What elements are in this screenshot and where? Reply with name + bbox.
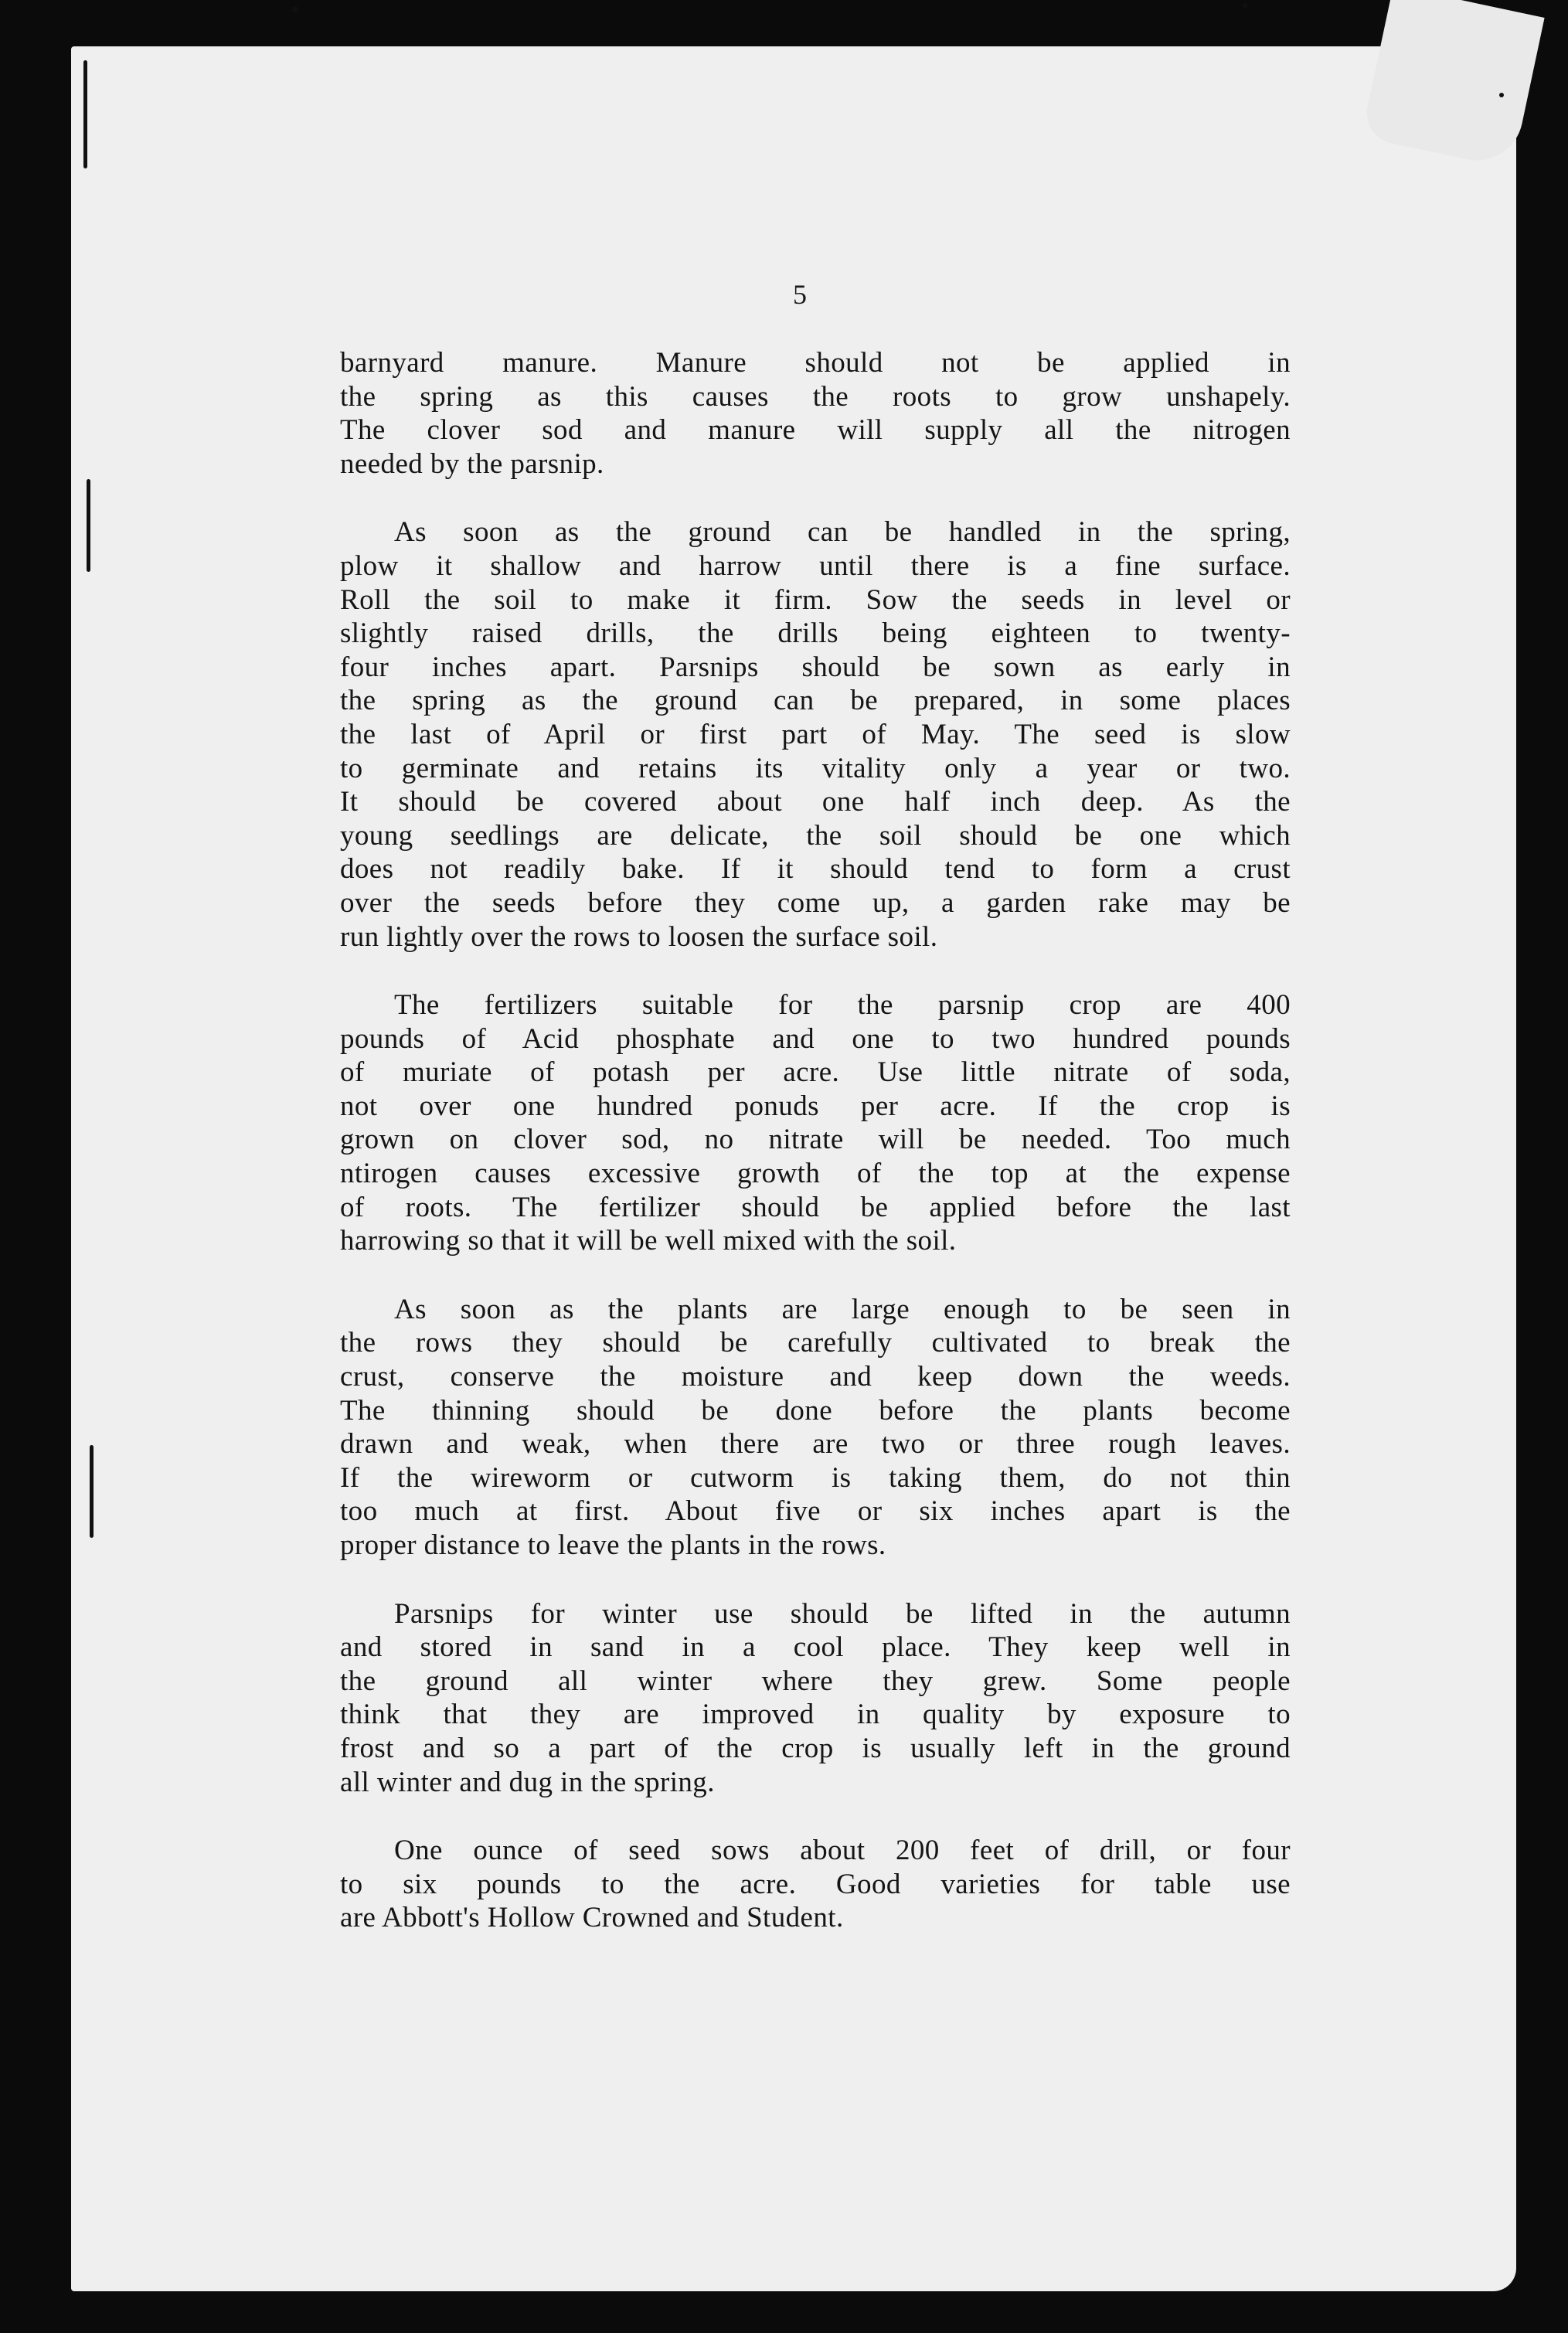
text-line: crust, conserve the moisture and keep down the weeds.: [340, 1361, 1291, 1393]
text-line: One ounce of seed sows about 200 feet of drill, or four: [394, 1835, 1291, 1867]
scan-speck: [292, 6, 298, 12]
text-line: Parsnips for winter use should be lifted in the autumn: [394, 1597, 1291, 1630]
text-line: not over one hundred ponuds per acre. If the crop is: [340, 1090, 1291, 1122]
text-line: needed by the parsnip.: [340, 447, 604, 480]
text-line: the spring as this causes the roots to grow unshapely.: [340, 380, 1291, 413]
text-line: Roll the soil to make it firm. Sow the seeds in level or: [340, 583, 1291, 616]
text-line: drawn and weak, when there are two or three rough leaves.: [340, 1428, 1291, 1461]
text-line: The fertilizers suitable for the parsnip crop are 400: [394, 989, 1291, 1022]
text-line: As soon as the ground can be handled in the spring,: [394, 516, 1291, 549]
text-line: of muriate of potash per acre. Use little nitrate of soda,: [340, 1056, 1291, 1089]
binding-edge-mark: [90, 1445, 94, 1538]
text-line: plow it shallow and harrow until there is a fine surface.: [340, 549, 1291, 582]
text-line: the spring as the ground can be prepared, in some places: [340, 685, 1291, 717]
text-line: young seedlings are delicate, the soil should be one which: [340, 819, 1291, 852]
text-line: barnyard manure. Manure should not be applied in: [340, 347, 1291, 379]
text-line: think that they are improved in quality by exposure to: [340, 1699, 1291, 1731]
text-line: harrowing so that it will be well mixed with the soil.: [340, 1225, 957, 1257]
paragraph-varieties: [340, 1834, 1291, 1935]
paragraph-manure: [340, 346, 1291, 481]
text-line: proper distance to leave the plants in the rows.: [340, 1529, 886, 1561]
binding-edge-mark: [83, 60, 87, 168]
text-line: too much at first. About five or six inches apart is the: [340, 1495, 1291, 1528]
text-line: of roots. The fertilizer should be applied before the last: [340, 1191, 1291, 1223]
text-line: to germinate and retains its vitality only a year or two.: [340, 752, 1291, 784]
text-line: The clover sod and manure will supply all the nitrogen: [340, 414, 1291, 447]
text-line: run lightly over the rows to loosen the surface soil.: [340, 920, 938, 953]
text-line: pounds of Acid phosphate and one to two hundred pounds: [340, 1022, 1291, 1055]
text-line: the last of April or first part of May. The seed is slow: [340, 718, 1291, 750]
text-line: ntirogen causes excessive growth of the top at the expense: [340, 1158, 1291, 1190]
page-number: 5: [793, 279, 807, 310]
paragraph-fertilizers: [340, 988, 1291, 1258]
paragraph-cultivation: [340, 1293, 1291, 1563]
text-line: over the seeds before they come up, a garden rake may be: [340, 886, 1291, 919]
text-line: As soon as the plants are large enough to be seen in: [394, 1293, 1291, 1325]
text-line: all winter and dug in the spring.: [340, 1766, 715, 1798]
text-line: are Abbott's Hollow Crowned and Student.: [340, 1902, 844, 1934]
body-text: [340, 346, 1291, 1970]
scan-speck: [1499, 93, 1504, 97]
text-line: does not readily bake. If it should tend to form a crust: [340, 853, 1291, 886]
paragraph-planting: [340, 515, 1291, 954]
binding-edge-mark: [87, 479, 90, 572]
text-line: the ground all winter where they grew. Some people: [340, 1665, 1291, 1697]
paragraph-storage: [340, 1597, 1291, 1800]
text-line: four inches apart. Parsnips should be sown as early in: [340, 651, 1291, 683]
text-line: It should be covered about one half inch deep. As the: [340, 786, 1291, 818]
scan-speck: [1243, 3, 1247, 8]
text-line: to six pounds to the acre. Good varieties for table use: [340, 1868, 1291, 1900]
text-line: slightly raised drills, the drills being eighteen to twenty-: [340, 617, 1291, 650]
text-line: If the wireworm or cutworm is taking them, do not thin: [340, 1461, 1291, 1494]
text-line: the rows they should be carefully cultivated to break the: [340, 1327, 1291, 1359]
text-line: frost and so a part of the crop is usually left in the ground: [340, 1732, 1291, 1764]
text-line: and stored in sand in a cool place. They keep well in: [340, 1631, 1291, 1664]
text-line: The thinning should be done before the plants become: [340, 1394, 1291, 1427]
text-line: grown on clover sod, no nitrate will be needed. Too much: [340, 1124, 1291, 1156]
